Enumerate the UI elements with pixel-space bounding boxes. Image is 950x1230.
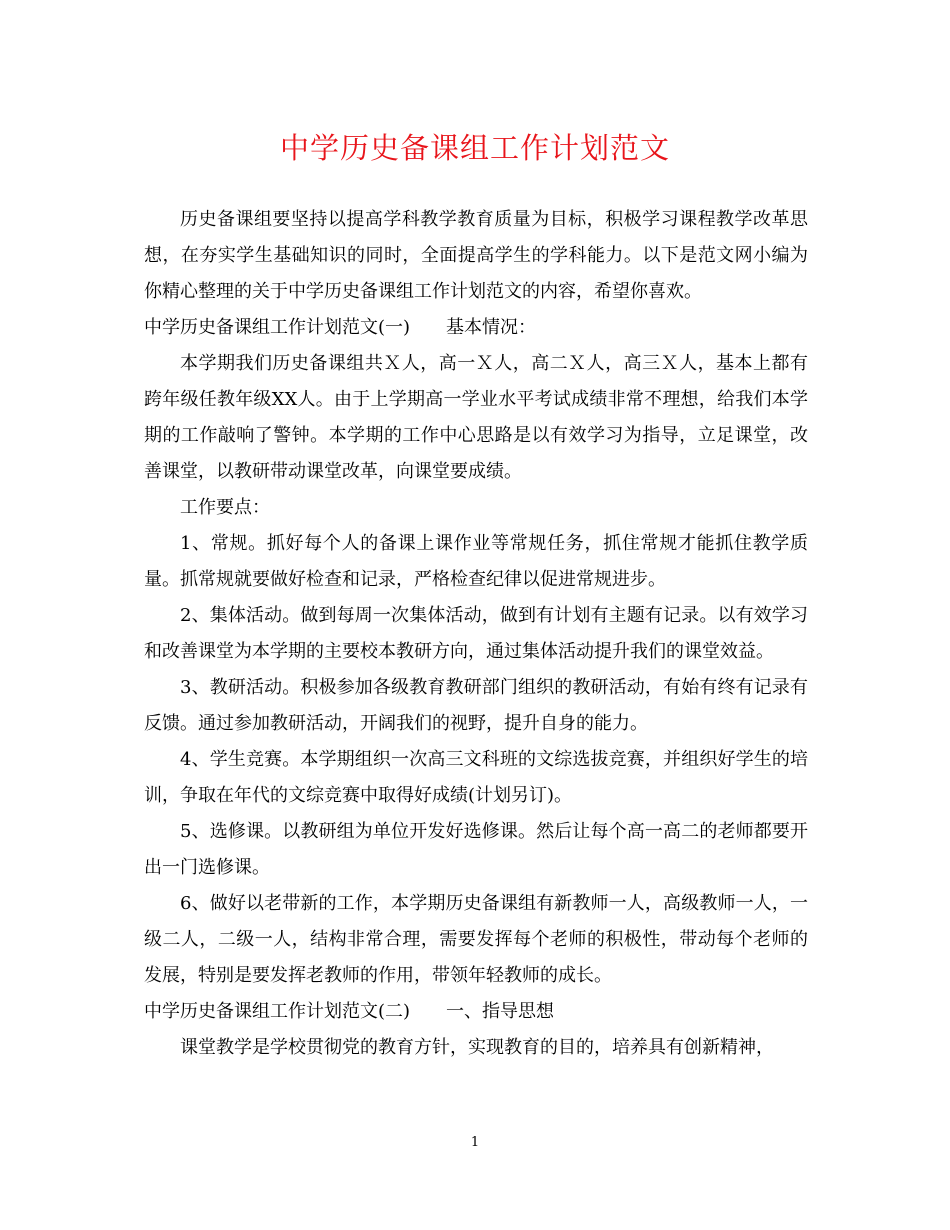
page-number: 1	[470, 1135, 480, 1150]
work-point-1: 1、常规。抓好每个人的备课上课作业等常规任务，抓住常规才能抓住教学质量。抓常规就要做好检查和记录，严格检查纪律以促进常规进步。	[144, 533, 808, 590]
section-1-line	[144, 310, 808, 346]
guiding-paragraph: 课堂教学是学校贯彻党的教育方针，实现教育的目的，培养具有创新精神，	[180, 1037, 774, 1058]
work-point-2: 2、集体活动。做到每周一次集体活动，做到有计划有主题有记录。以有效学习和改善课堂为本学期的主要校本教研方向，通过集体活动提升我们的课堂效益。	[144, 605, 808, 662]
work-point-6: 6、做好以老带新的工作，本学期历史备课组有新教师一人，高级教师一人，一级二人，二级一人，结构非常合理，需要发挥每个老师的积极性，带动每个老师的发展，特别是要发挥老教师的作用，带领年轻教师的成长。	[144, 893, 808, 986]
section-2-subheading: 一、指导思想	[446, 1001, 555, 1022]
work-point-5: 5、选修课。以教研组为单位开发好选修课。然后让每个高一高二的老师都要开出一门选修课。	[144, 821, 808, 878]
document-title: 中学历史备课组工作计划范文	[279, 131, 670, 165]
work-point-3: 3、教研活动。积极参加各级教育教研部门组织的教研活动，有始有终有记录有反馈。通过参加教研活动，开阔我们的视野，提升自身的能力。	[144, 677, 808, 734]
basic-situation-paragraph: 本学期我们历史备课组共Ｘ人，高一Ｘ人，高二Ｘ人，高三Ｘ人，基本上都有跨年级任教年级XX人。由于上学期高一学业水平考试成绩非常不理想，给我们本学期的工作敲响了警钟。本学期的工作中心思路是以有效学习为指导，立足课堂，改善课堂，以教研带动课堂改革，向课堂要成绩。	[144, 353, 808, 482]
section-1-heading: 中学历史备课组工作计划范文(一)	[144, 317, 411, 338]
work-point-4: 4、学生竞赛。本学期组织一次高三文科班的文综选拔竞赛，并组织好学生的培训，争取在年代的文综竞赛中取得好成绩(计划另订)。	[144, 749, 808, 806]
section-2-line	[144, 994, 808, 1030]
work-points-heading: 工作要点：	[180, 497, 270, 518]
section-2-heading: 中学历史备课组工作计划范文(二)	[144, 1001, 411, 1022]
section-1-subheading: 基本情况：	[446, 317, 537, 338]
intro-paragraph: 历史备课组要坚持以提高学科教学教育质量为目标，积极学习课程教学改革思想，在夯实学生基础知识的同时，全面提高学生的学科能力。以下是范文网小编为你精心整理的关于中学历史备课组工作计划范文的内容，希望你喜欢。	[144, 209, 808, 302]
document-body	[144, 202, 808, 1066]
